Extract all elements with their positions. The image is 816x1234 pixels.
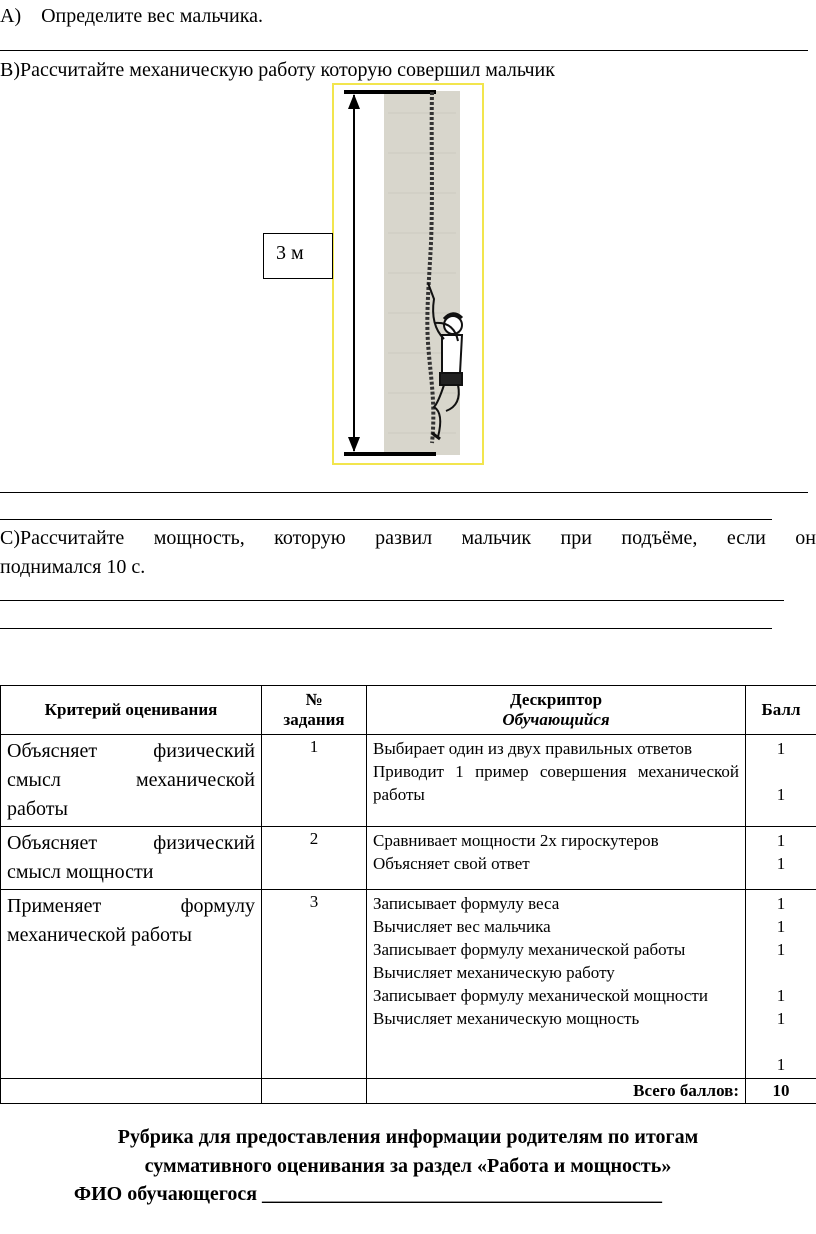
question-c-line1: С)Рассчитайте мощность, которую развил мальчик при подъёме, если он <box>0 527 816 549</box>
question-b: В)Рассчитайте механическую работу которую совершил мальчик <box>0 59 555 81</box>
answer-line <box>0 600 784 601</box>
question-c-line2: поднимался 10 с. <box>0 556 146 578</box>
height-label: 3 м <box>276 242 304 264</box>
rubric-header-row <box>1 686 816 735</box>
header-task-number: № задания <box>262 686 367 735</box>
header-criterion: Критерий оценивания <box>1 686 262 735</box>
footer-title-line2: суммативного оценивания за раздел «Работа и мощность» <box>144 1155 672 1177</box>
descriptor-cell: Выбирает один из двух правильных ответов Приводит 1 пример совершения механической работы <box>367 735 746 827</box>
score-cell: 1 1 <box>746 827 816 890</box>
header-descriptor: Дескриптор Обучающийся <box>367 686 746 735</box>
answer-line <box>0 492 808 493</box>
total-row <box>1 1079 816 1104</box>
task-number: 1 <box>262 735 367 827</box>
descriptor-cell: Записывает формулу веса Вычисляет вес мальчика Записывает формулу механической работы Вычисляет механическую работу Записывает формулу механической мощности Вычисляет механическую мощность <box>367 890 746 1079</box>
task-number: 3 <box>262 890 367 1079</box>
height-label-box <box>263 233 333 279</box>
answer-line <box>0 628 772 629</box>
score-cell: 1 1 <box>746 735 816 827</box>
rubric-table <box>0 685 816 1104</box>
criterion-cell: Применяет формулу механической работы <box>1 890 262 1079</box>
answer-line <box>0 50 808 51</box>
score-cell: 1 1 1 1 1 1 <box>746 890 816 1079</box>
table-row <box>1 890 816 1079</box>
total-label: Всего баллов: <box>367 1079 746 1104</box>
table-row <box>1 827 816 890</box>
answer-line <box>0 519 772 520</box>
rope-climb-figure <box>332 83 484 465</box>
total-score: 10 <box>746 1079 816 1104</box>
student-name-field: ФИО обучающегося ________________________________________ <box>73 1183 663 1205</box>
question-a: А) Определите вес мальчика. <box>0 5 263 27</box>
criterion-cell: Объясняет физический смысл механической работы <box>1 735 262 827</box>
table-row <box>1 735 816 827</box>
criterion-cell: Объясняет физический смысл мощности <box>1 827 262 890</box>
descriptor-cell: Сравнивает мощности 2х гироскутеров Объясняет свой ответ <box>367 827 746 890</box>
task-number: 2 <box>262 827 367 890</box>
footer-title-line1: Рубрика для предоставления информации родителям по итогам <box>117 1126 699 1148</box>
header-score: Балл <box>746 686 816 735</box>
